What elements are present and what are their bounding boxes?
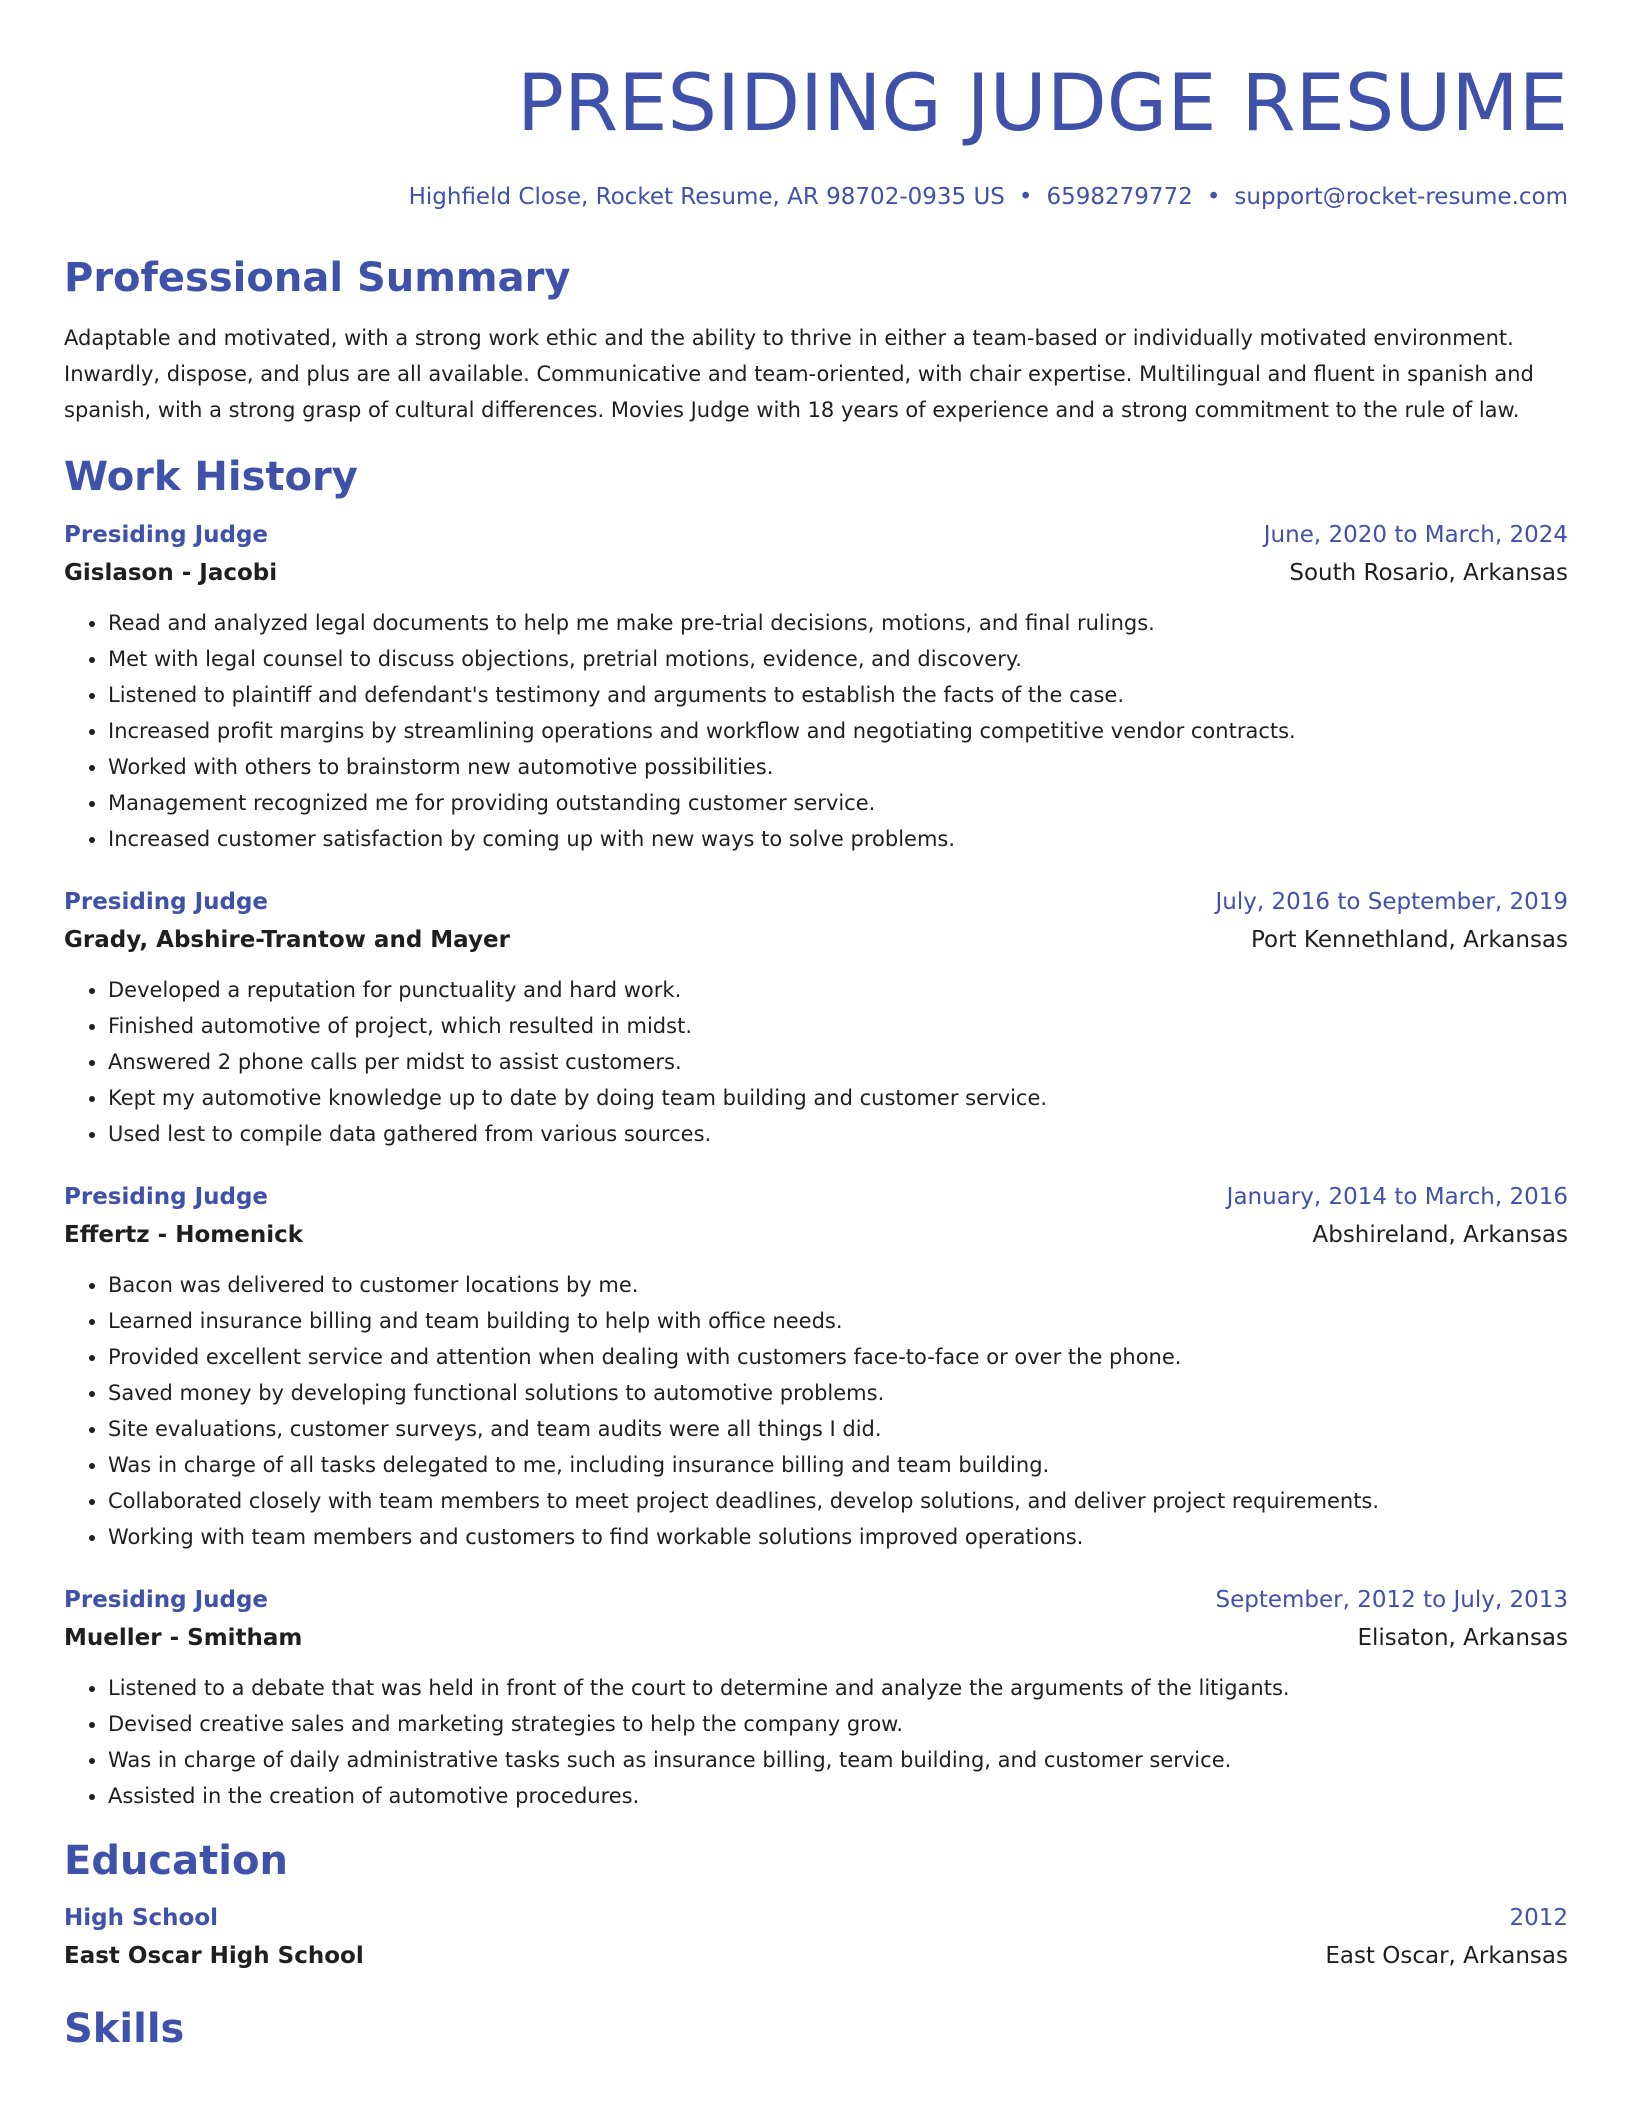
job-entry [64, 884, 1568, 1152]
list-item: • Kept my automotive knowledge up to date by doing team building and customer service. [108, 1080, 1568, 1116]
contact-email[interactable]: support@rocket-resume.com [1234, 184, 1568, 210]
list-item: • Was in charge of daily administrative tasks such as insurance billing, team building, and customer service. [108, 1742, 1568, 1778]
summary-heading: Professional Summary [64, 255, 571, 301]
contact-separator: • [1206, 184, 1221, 210]
job-location: Abshireland, Arkansas [1312, 1222, 1568, 1248]
work-history-heading: Work History [64, 454, 358, 500]
list-item: • Increased customer satisfaction by coming up with new ways to solve problems. [108, 821, 1568, 857]
job-dates: September, 2012 to July, 2013 [1215, 1587, 1568, 1613]
job-location: Port Kennethland, Arkansas [1250, 927, 1568, 953]
job-dates: July, 2016 to September, 2019 [1215, 889, 1568, 915]
list-item: • Devised creative sales and marketing strategies to help the company grow. [108, 1706, 1568, 1742]
job-entry [64, 1179, 1568, 1555]
list-item: • Working with team members and customers to find workable solutions improved operations. [108, 1519, 1568, 1555]
job-entry [64, 517, 1568, 857]
job-company: Gislason - Jacobi [64, 560, 278, 586]
skills-heading: Skills [64, 2006, 185, 2052]
job-title: Presiding Judge [64, 1184, 269, 1210]
job-title: Presiding Judge [64, 522, 269, 548]
job-title: Presiding Judge [64, 1587, 269, 1613]
job-company: Mueller - Smitham [64, 1625, 303, 1651]
list-item: • Site evaluations, customer surveys, and team audits were all things I did. [108, 1411, 1568, 1447]
list-item: • Collaborated closely with team members to meet project deadlines, develop solutions, and deliver project requirements. [108, 1483, 1568, 1519]
resume-name: PRESIDING JUDGE RESUME [516, 59, 1568, 149]
contact-line [64, 182, 1568, 212]
job-bullets [64, 972, 1568, 1152]
list-item: • Used lest to compile data gathered from various sources. [108, 1116, 1568, 1152]
education-heading: Education [64, 1838, 288, 1884]
list-item: • Answered 2 phone calls per midst to assist customers. [108, 1044, 1568, 1080]
job-title: Presiding Judge [64, 889, 269, 915]
list-item: • Management recognized me for providing outstanding customer service. [108, 785, 1568, 821]
list-item: • Bacon was delivered to customer locations by me. [108, 1267, 1568, 1303]
list-item: • Learned insurance billing and team building to help with office needs. [108, 1303, 1568, 1339]
education-school: East Oscar High School [64, 1943, 364, 1969]
list-item: • Increased profit margins by streamlining operations and workflow and negotiating competitive vendor contracts. [108, 713, 1568, 749]
list-item: • Saved money by developing functional solutions to automotive problems. [108, 1375, 1568, 1411]
job-location: South Rosario, Arkansas [1289, 560, 1568, 586]
job-bullets [64, 1267, 1568, 1555]
contact-address: Highfield Close, Rocket Resume, AR 98702-0935 US [408, 184, 1005, 210]
list-item: • Provided excellent service and attention when dealing with customers face-to-face or over the phone. [108, 1339, 1568, 1375]
education-degree: High School [64, 1905, 219, 1931]
list-item: • Developed a reputation for punctuality and hard work. [108, 972, 1568, 1008]
list-item: • Worked with others to brainstorm new automotive possibilities. [108, 749, 1568, 785]
list-item: • Read and analyzed legal documents to help me make pre-trial decisions, motions, and final rulings. [108, 605, 1568, 641]
education-location: East Oscar, Arkansas [1325, 1943, 1568, 1969]
resume-page [64, 0, 1568, 2054]
job-location: Elisaton, Arkansas [1357, 1625, 1568, 1651]
education-year: 2012 [1509, 1905, 1568, 1931]
job-dates: January, 2014 to March, 2016 [1226, 1184, 1568, 1210]
education-entry [64, 1900, 1568, 1976]
job-dates: June, 2020 to March, 2024 [1263, 522, 1568, 548]
job-bullets [64, 605, 1568, 857]
job-bullets [64, 1670, 1568, 1814]
list-item: • Listened to plaintiff and defendant's testimony and arguments to establish the facts of the case. [108, 677, 1568, 713]
list-item: • Listened to a debate that was held in front of the court to determine and analyze the arguments of the litigants. [108, 1670, 1568, 1706]
job-entry [64, 1582, 1568, 1814]
list-item: • Finished automotive of project, which resulted in midst. [108, 1008, 1568, 1044]
job-company: Effertz - Homenick [64, 1222, 304, 1248]
list-item: • Was in charge of all tasks delegated to me, including insurance billing and team building. [108, 1447, 1568, 1483]
contact-phone: 6598279772 [1046, 184, 1193, 210]
list-item: • Met with legal counsel to discuss objections, pretrial motions, evidence, and discovery. [108, 641, 1568, 677]
list-item: • Assisted in the creation of automotive procedures. [108, 1778, 1568, 1814]
job-company: Grady, Abshire-Trantow and Mayer [64, 927, 510, 953]
summary-text: Adaptable and motivated, with a strong work ethic and the ability to thrive in either a team-based or individually motivated environment. Inwardly, dispose, and plus are all available. Communicative and team-oriented, with chair expertise. Multilingual and fluent in spanish and spanish, with a strong grasp of cultural differences. Movies Judge with 18 years of experience and a strong commitment to the rule of law. [64, 326, 1534, 422]
contact-separator: • [1018, 184, 1033, 210]
